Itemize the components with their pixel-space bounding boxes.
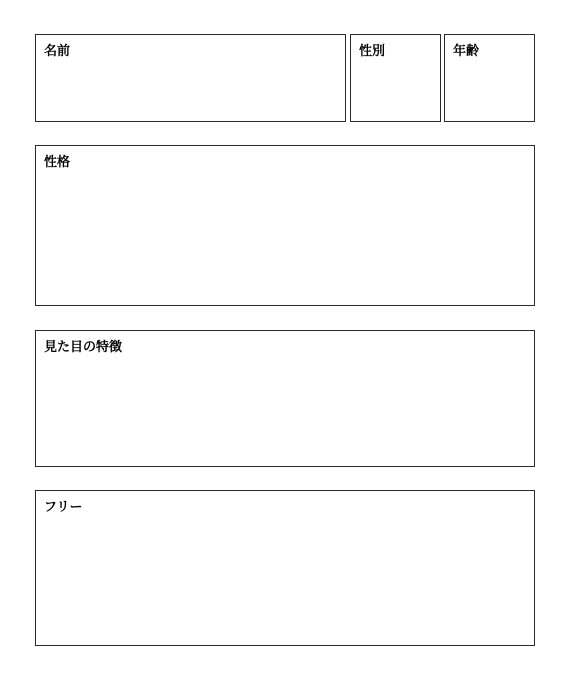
personality-field[interactable] bbox=[37, 176, 533, 304]
gender-field[interactable] bbox=[352, 65, 439, 120]
free-field[interactable] bbox=[37, 521, 533, 644]
appearance-label: 見た目の特徴 bbox=[44, 340, 123, 355]
free-label: フリー bbox=[44, 500, 83, 515]
gender-label: 性別 bbox=[359, 44, 386, 59]
appearance-box bbox=[35, 330, 535, 467]
name-field[interactable] bbox=[37, 65, 344, 120]
personality-box bbox=[35, 145, 535, 306]
personality-label: 性格 bbox=[44, 155, 71, 170]
age-label: 年齢 bbox=[453, 44, 480, 59]
age-field[interactable] bbox=[446, 65, 533, 120]
gender-box bbox=[350, 34, 441, 122]
appearance-field[interactable] bbox=[37, 361, 533, 465]
name-label: 名前 bbox=[44, 44, 71, 59]
name-box bbox=[35, 34, 346, 122]
free-box bbox=[35, 490, 535, 646]
age-box bbox=[444, 34, 535, 122]
